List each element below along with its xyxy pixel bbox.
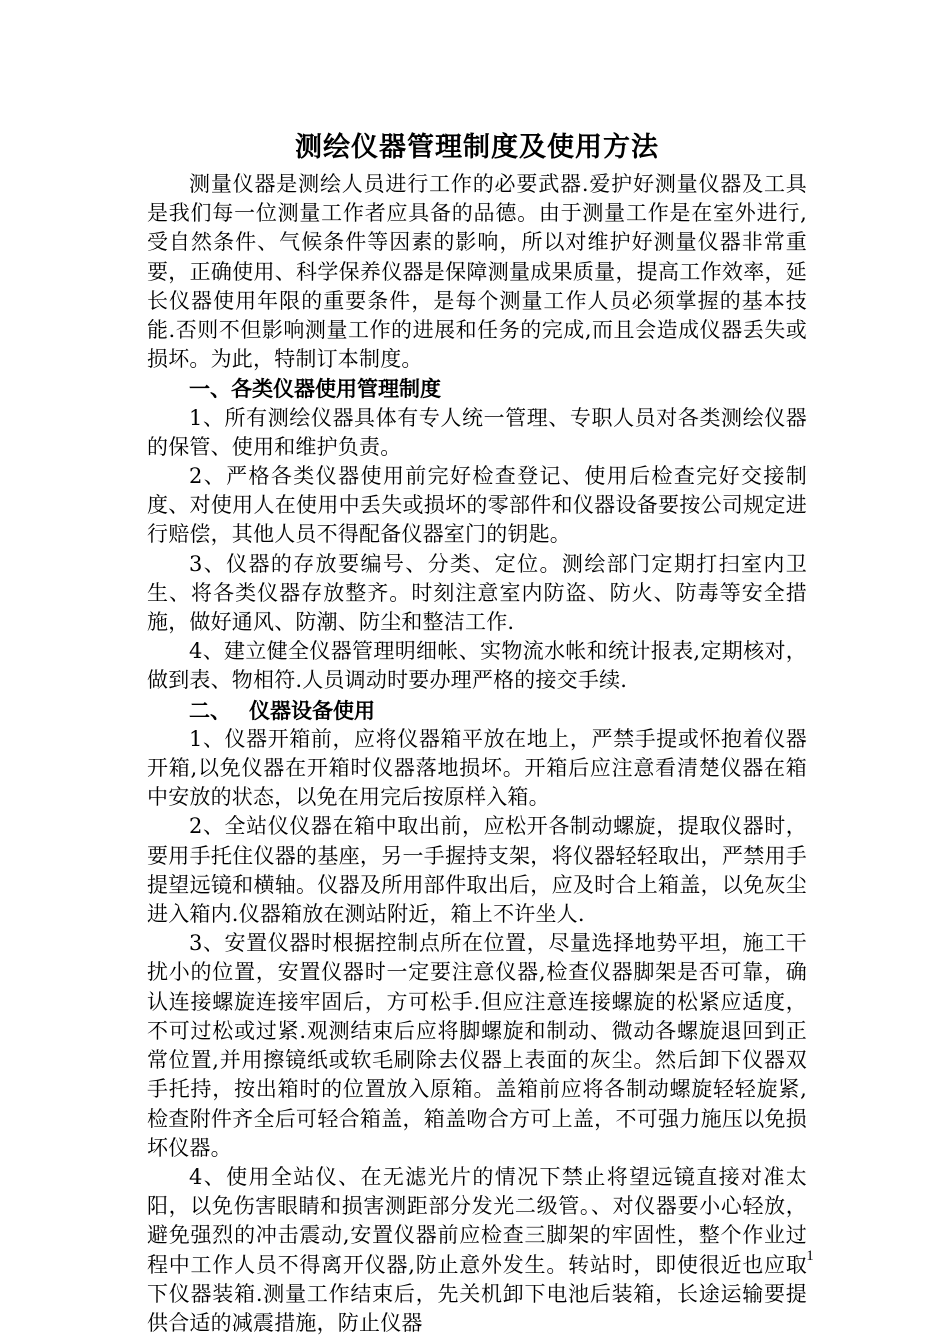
section2-paragraph: 2、全站仪仪器在箱中取出前，应松开各制动螺旋，提取仪器时，要用手托住仪器的基座，另一手握持支架，将仪器轻轻取出，严禁用手提望远镜和横轴。仪器及所用部件取出后，应及时合上箱盖，以免灰尘进入箱内.仪器箱放在测站附近，箱上不许坐人. [147, 814, 807, 927]
section-heading-2 [147, 696, 807, 725]
section2-paragraph: 1、仪器开箱前，应将仪器箱平放在地上，严禁手提或怀抱着仪器开箱,以免仪器在开箱时仪器落地损坏。开箱后应注意看清楚仪器在箱中安放的状态，以免在用完后按原样入箱。 [147, 726, 807, 810]
section2-paragraph: 4、使用全站仪、在无滤光片的情况下禁止将望远镜直接对准太阳，以免伤害眼睛和损害测距部分发光二级管。、对仪器要小心轻放，避免强烈的冲击震动,安置仪器前应检查三脚架的牢固性，整个作业过程中工作人员不得离开仪器,防止意外发生。转站时，即使很近也应取下仪器装箱.测量工作结束后，先关机卸下电池后装箱，长途运输要提供合适的减震措施，防止仪器 [147, 1164, 807, 1335]
document-body [147, 128, 807, 1338]
section1-paragraph: 4、建立健全仪器管理明细帐、实物流水帐和统计报表,定期核对，做到表、物相符.人员调动时要办理严格的接交手续. [147, 639, 807, 693]
section1-paragraph: 3、仪器的存放要编号、分类、定位。测绘部门定期打扫室内卫生、将各类仪器存放整齐。时刻注意室内防盗、防火、防毒等安全措施，做好通风、防潮、防尘和整洁工作. [147, 551, 807, 635]
section1-paragraph: 2、严格各类仪器使用前完好检查登记、使用后检查完好交接制度、对使用人在使用中丢失或损坏的零部件和仪器设备要按公司规定进行赔偿，其他人员不得配备仪器室门的钥匙。 [147, 464, 807, 547]
page-title: 测绘仪器管理制度及使用方法 [295, 132, 659, 163]
section1-paragraph: 1、所有测绘仪器具体有专人统一管理、专职人员对各类测绘仪器的保管、使用和维护负责。 [147, 405, 807, 459]
section-heading-2-text: 仪器设备使用 [249, 697, 375, 723]
intro-paragraph: 测量仪器是测绘人员进行工作的必要武器.爱护好测量仪器及工具是我们每一位测量工作者应具备的品德。由于测量工作是在室外进行,受自然条件、气候条件等因素的影响，所以对维护好测量仪器非常重要，正确使用、科学保养仪器是保障测量成果质量，提高工作效率，延长仪器使用年限的重要条件，是每个测量工作人员必须掌握的基本技能.否则不但影响测量工作的进展和任务的完成,而且会造成仪器丢失或损坏。为此，特制订本制度。 [147, 172, 807, 372]
section-heading-1: 一、各类仪器使用管理制度 [189, 376, 441, 402]
section2-paragraph: 3、安置仪器时根据控制点所在位置，尽量选择地势平坦，施工干扰小的位置，安置仪器时一定要注意仪器,检查仪器脚架是否可靠，确认连接螺旋连接牢固后，方可松手.但应注意连接螺旋的松紧应适度，不可过松或过紧.观测结束后应将脚螺旋和制动、微动各螺旋退回到正常位置,并用擦镜纸或软毛刷除去仪器上表面的灰尘。然后卸下仪器双手托持，按出箱时的位置放入原箱。盖箱前应将各制动螺旋轻轻旋紧,检查附件齐全后可轻合箱盖，箱盖吻合方可上盖，不可强力施压以免损坏仪器。 [147, 931, 807, 1160]
section-heading-2-number: 二、 [189, 697, 231, 723]
page-number: 1 [806, 1248, 814, 1264]
